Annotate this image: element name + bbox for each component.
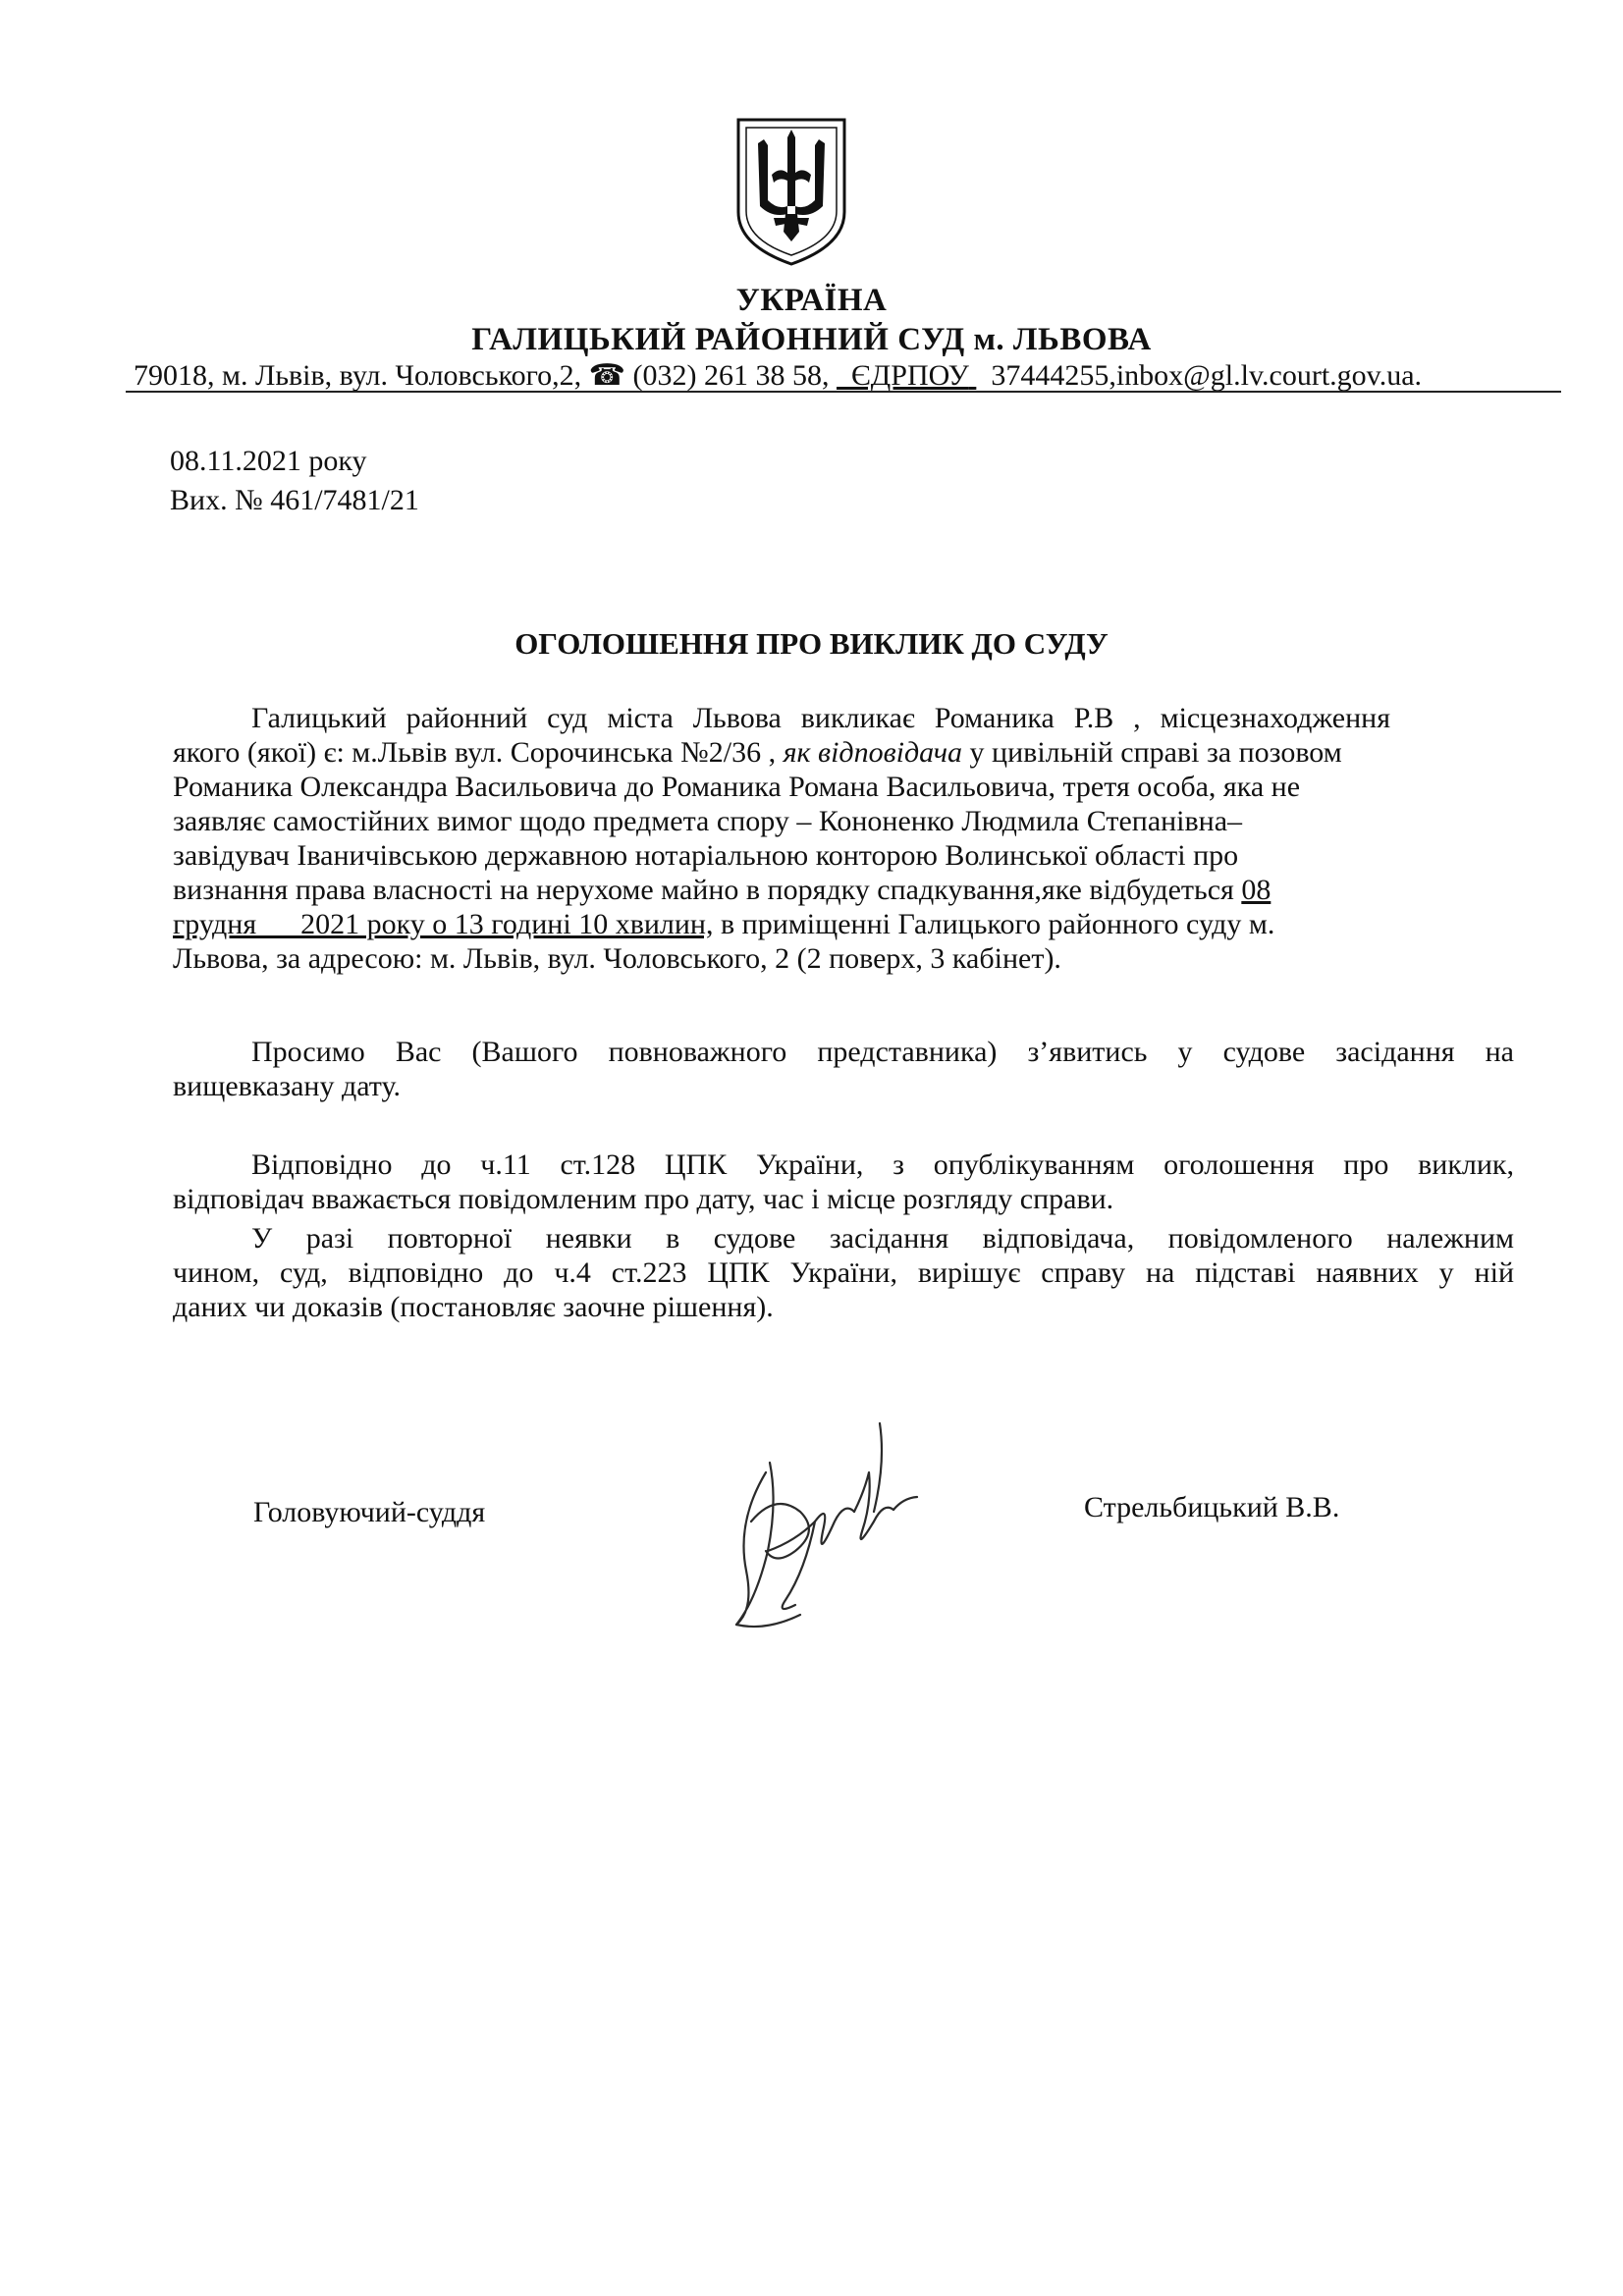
country-heading: УКРАЇНА — [735, 283, 888, 318]
telephone-icon: ☎ — [588, 359, 626, 392]
trident-emblem-icon — [732, 116, 850, 268]
header-rule — [126, 391, 1561, 393]
paragraph-3-line-2: відповідач вважається повідомленим про дату, час і місце розгляду справи. — [173, 1183, 1114, 1215]
paragraph-1-line-6: визнання права власності на нерухоме майно в порядку спадкування,яке відбудеться 08 — [173, 874, 1271, 906]
paragraph-1-line-2: якого (якої) є: м.Львів вул. Сорочинська №2/36 , як відповідача у цивільній справі за позовом — [173, 736, 1342, 769]
document-title: ОГОЛОШЕННЯ ПРО ВИКЛИК ДО СУДУ — [514, 626, 1109, 661]
paragraph-1-line-5: завідувач Іваничівською державною нотаріальною конторою Волинської області про — [173, 839, 1239, 872]
paragraph-2-line-1: Просимо Вас (Вашого повноважного представника) з’явитись у судове засідання на — [251, 1036, 1514, 1068]
court-address: 79018, м. Львів, вул. Чоловського,2, — [134, 359, 589, 392]
hearing-datetime: грудня 2021 року о 13 годині 10 хвилин, — [173, 908, 714, 940]
respondent-role: як відповідача — [783, 736, 963, 769]
presiding-judge-label: Головуючий-суддя — [253, 1496, 486, 1528]
paragraph-1-line-1: Галицький районний суд міста Львова викликає Романика Р.В , місцезнаходження — [251, 702, 1390, 734]
paragraph-2-line-2: вищевказану дату. — [173, 1070, 401, 1102]
hearing-day: 08 — [1241, 874, 1271, 906]
paragraph-1-line-4: заявляє самостійних вимог щодо предмета спору – Кононенко Людмила Степанівна– — [173, 805, 1243, 837]
outgoing-number: Вих. № 461/7481/21 — [170, 484, 419, 516]
paragraph-4-line-1: У разі повторної неявки в судове засідання відповідача, повідомленого належним — [251, 1222, 1514, 1255]
court-phone: (032) 261 38 58 — [632, 359, 822, 392]
court-heading: ГАЛИЦЬКИЙ РАЙОННИЙ СУД м. ЛЬВОВА — [471, 322, 1152, 357]
paragraph-3-line-1: Відповідно до ч.11 ст.128 ЦПК України, з опублікуванням оголошення про виклик, — [251, 1148, 1514, 1181]
handwritten-signature — [707, 1404, 933, 1639]
edrpou-and-email: 37444255,inbox@gl.lv.court.gov.ua. — [991, 359, 1423, 392]
presiding-judge-name: Стрельбицький В.В. — [1084, 1491, 1340, 1523]
paragraph-1-line-8: Львова, за адресою: м. Львів, вул. Чоловського, 2 (2 поверх, 3 кабінет). — [173, 942, 1061, 975]
court-contact-line: 79018, м. Львів, вул. Чоловського,2, ☎ (032) 261 38 58, ЄДРПОУ 37444255,inbox@gl.lv.court.gov.ua. — [134, 359, 1423, 392]
paragraph-1-line-7: грудня 2021 року о 13 годині 10 хвилин, в приміщенні Галицького районного суду м. — [173, 908, 1275, 940]
document-date: 08.11.2021 року — [170, 445, 367, 477]
paragraph-1-line-3: Романика Олександра Васильовича до Романика Романа Васильовича, третя особа, яка не — [173, 771, 1301, 803]
edrpou-label: ЄДРПОУ — [851, 359, 969, 392]
paragraph-4-line-3: даних чи доказів (постановляє заочне рішення). — [173, 1291, 774, 1323]
paragraph-4-line-2: чином, суд, відповідно до ч.4 ст.223 ЦПК України, вирішує справу на підставі наявних у ній — [173, 1256, 1514, 1289]
